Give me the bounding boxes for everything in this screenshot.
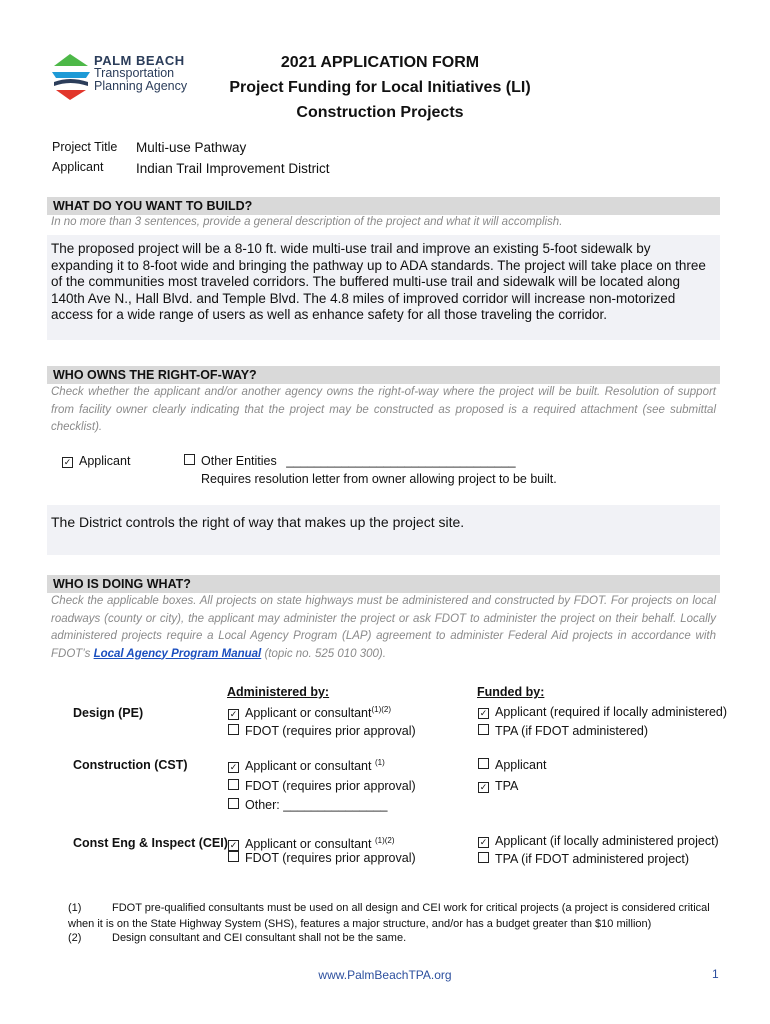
checkbox-checked-icon[interactable]: ✓ (229, 709, 238, 720)
checkbox-checked-icon[interactable]: ✓ (229, 762, 238, 773)
section-row-hint: Check whether the applicant and/or another agency owns the right-of-way where the project will be built. Resolution of support from facility owner clearly indicating that the project may be constructed as proposed is a required attachment (see submittal checklist). (51, 386, 716, 433)
cst-admin-applicant[interactable] (228, 758, 385, 773)
checkbox-checked-icon[interactable]: ✓ (63, 457, 72, 467)
footnote-1-num: (1) (68, 902, 82, 914)
applicant-label: Applicant (52, 160, 104, 174)
row-other-option[interactable] (184, 454, 516, 468)
cst-fund-applicant[interactable] (478, 758, 546, 772)
page-number: 1 (712, 967, 719, 981)
footnote-2 (68, 932, 738, 944)
option-label: FDOT (requires prior approval) (245, 851, 416, 865)
section-build-hint: In no more than 3 sentences, provide a general description of the project and what it will accomplish. (51, 216, 563, 228)
construction-cst-label: Construction (CST) (73, 758, 188, 772)
option-label: Applicant or consultant (245, 706, 372, 721)
logo-line-1: PALM BEACH (94, 53, 185, 68)
checkbox-checked-icon[interactable]: ✓ (479, 708, 488, 718)
footnote-ref: (1)(2) (371, 705, 392, 714)
row-explanation-field[interactable]: The District controls the right of way that makes up the project site. (47, 505, 720, 555)
footnote-ref: (1) (374, 758, 385, 767)
form-category: Construction Projects (296, 104, 464, 121)
logo-mark-icon (50, 52, 92, 100)
row-applicant-label: Applicant (79, 454, 131, 468)
form-title: 2021 APPLICATION FORM (280, 54, 480, 71)
checkbox-empty-icon[interactable] (228, 851, 239, 862)
footnote-2-text: Design consultant and CEI consultant shall not be the same. (112, 932, 407, 944)
section-row-heading: WHO OWNS THE RIGHT-OF-WAY? (47, 366, 720, 384)
option-label: Other: _______________ (245, 798, 388, 812)
cei-admin-fdot[interactable] (228, 851, 416, 865)
cst-admin-other[interactable] (228, 798, 388, 812)
design-fund-applicant[interactable] (478, 705, 727, 719)
build-description-field[interactable]: The proposed project will be a 8-10 ft. wide multi-use trail and improve an existing 5-foot sidewalk by expanding it to 8-foot wide and bringing the pathway up to ADA standards. The project will take place on three of the communities most traveled corridors. The buffered multi-use trail and sidewalk will be located along 140th Ave N., Hall Blvd. and Temple Blvd. The 4.8 miles of improved corridor will increase non-motorized access for a wide range of users as well as enhance safety for all those traveling the corridor. (47, 235, 720, 340)
section-roles-heading: WHO IS DOING WHAT? (47, 575, 720, 593)
option-label: Applicant or consultant (245, 759, 375, 774)
checkbox-empty-icon[interactable] (478, 852, 489, 863)
project-title-value[interactable]: Multi-use Pathway (136, 140, 247, 155)
option-label: TPA (495, 779, 519, 793)
checkbox-checked-icon[interactable]: ✓ (229, 840, 238, 851)
cst-fund-tpa[interactable] (478, 779, 518, 793)
row-other-note: Requires resolution letter from owner allowing project to be built. (201, 472, 557, 486)
col-administered-by: Administered by: (227, 685, 330, 699)
checkbox-empty-icon[interactable] (478, 724, 489, 735)
footnote-1-text: FDOT pre-qualified consultants must be used on all design and CEI work for critical projects (a project is considered critical when it is on the State Highway System (SHS), features a major structure, and/or has a budget greater than $10 million) (68, 902, 710, 930)
option-label: TPA (if FDOT administered project) (495, 852, 690, 866)
applicant-value[interactable]: Indian Trail Improvement District (136, 161, 330, 176)
footnote-ref: (1)(2) (374, 836, 395, 845)
col-funded-by: Funded by: (477, 685, 545, 699)
form-subtitle: Project Funding for Local Initiatives (LI) (229, 79, 531, 96)
row-applicant-option[interactable] (62, 454, 130, 468)
option-label: FDOT (requires prior approval) (245, 724, 416, 738)
option-label: Applicant (if locally administered project) (495, 834, 719, 848)
row-other-label: Other Entities (201, 454, 277, 468)
lap-manual-link[interactable]: Local Agency Program Manual (93, 647, 262, 660)
footnote-1 (68, 900, 738, 932)
checkbox-empty-icon[interactable] (184, 454, 195, 465)
cei-fund-applicant[interactable] (478, 834, 719, 848)
section-build-heading: WHAT DO YOU WANT TO BUILD? (47, 197, 720, 215)
cst-admin-fdot[interactable] (228, 779, 416, 793)
footnote-2-num: (2) (68, 932, 82, 944)
project-title-label: Project Title (52, 140, 118, 154)
logo-line-2: Transportation (94, 66, 175, 80)
cei-fund-tpa[interactable] (478, 852, 689, 866)
section-roles-hint (51, 593, 716, 663)
design-admin-applicant[interactable] (228, 705, 391, 720)
checkbox-empty-icon[interactable] (228, 724, 239, 735)
footer-url[interactable]: www.PalmBeachTPA.org (318, 968, 452, 982)
checkbox-checked-icon[interactable]: ✓ (479, 782, 488, 792)
checkbox-empty-icon[interactable] (228, 779, 239, 790)
option-label: Applicant (495, 758, 547, 772)
agency-logo (50, 52, 210, 102)
logo-line-3: Planning Agency (94, 79, 188, 93)
row-other-blank[interactable]: _________________________________ (286, 454, 516, 468)
roles-hint-end: (topic no. 525 010 300). (261, 647, 386, 660)
design-fund-tpa[interactable] (478, 724, 648, 738)
cei-admin-applicant[interactable] (228, 836, 395, 851)
option-label: Applicant or consultant (245, 837, 375, 852)
option-label: FDOT (requires prior approval) (245, 779, 416, 793)
checkbox-checked-icon[interactable]: ✓ (479, 837, 488, 847)
roles-hint-text: Check the applicable boxes. All projects on state highways must be administered and constructed by FDOT. For projects on local roadways (county or city), the applicant may administer the project or ask FDOT to administer the project on their behalf. Locally administered projects require a Local Agency Program (LAP) agreement to administer Federal Aid projects in accordance with FDOT’s (51, 595, 716, 660)
design-pe-label: Design (PE) (73, 706, 144, 720)
checkbox-empty-icon[interactable] (228, 798, 239, 809)
option-label: Applicant (required if locally administered) (495, 705, 728, 719)
design-admin-fdot[interactable] (228, 724, 416, 738)
checkbox-empty-icon[interactable] (478, 758, 489, 769)
cei-label: Const Eng & Inspect (CEI) (73, 836, 228, 850)
option-label: TPA (if FDOT administered) (495, 724, 649, 738)
